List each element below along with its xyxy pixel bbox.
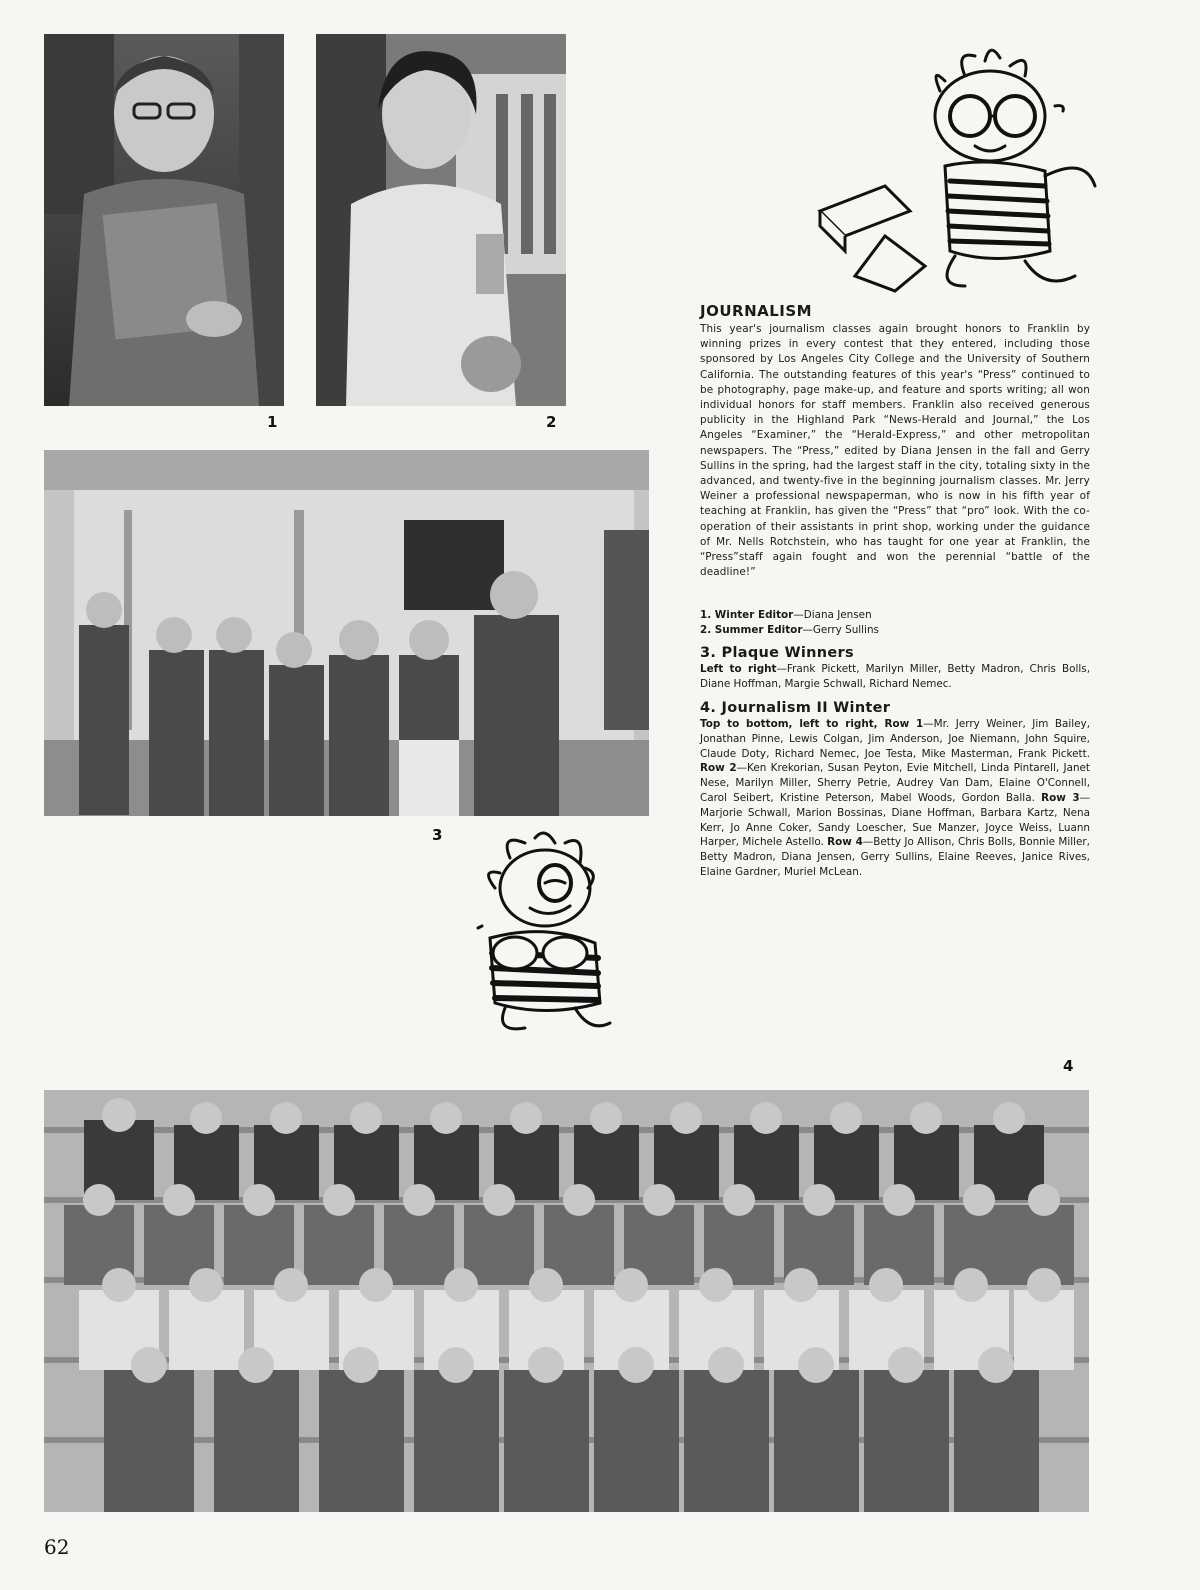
credit-winter-editor: 1. Winter Editor—Diana Jensen xyxy=(700,609,872,622)
photo-summer-editor xyxy=(316,34,566,406)
journalism2-caption: Top to bottom, left to right, Row 1—Mr. Jerry Weiner, Jim Bailey, Jonathan Pinne, Lewis Colgan, Jim Anderson, Joe Niemann, John Squire, Claude Doty, Richard Nemec, Joe Testa, Mike Masterman, Frank Pickett. Row 2—Ken Krekorian, Susan Peyton, Evie Mitchell, Linda Pintarell, Janet Nese, Marilyn Miller, Sherry Petrie, Audrey Van Dam, Elaine O'Connell, Carol Seibert, Kristine Peterson, Mabel Woods, Gordon Balla. Row 3—Marjorie Schwall, Marion Bossinas, Diane Hoffman, Barbara Kartz, Nena Kerr, Jo Anne Coker, Sandy Loescher, Sue Manzer, Joyce Weiss, Luann Harper, Michele Astello. Row 4—Betty Jo Allison, Chris Bolls, Bonnie Miller, Betty Madron, Diana Jensen, Gerry Sullins, Elaine Reeves, Janice Rives, Elaine Gardner, Muriel McLean. xyxy=(700,718,1090,879)
photo-label-1: 1 xyxy=(267,413,278,431)
cartoon-student-glasses-icon xyxy=(815,36,1115,296)
plaque-caption: Left to right—Frank Pickett, Marilyn Miller, Betty Madron, Chris Bolls, Diane Hoffman, Margie Schwall, Richard Nemec. xyxy=(700,663,1091,691)
credit-summer-editor: 2. Summer Editor—Gerry Sullins xyxy=(700,623,879,636)
article-body: This year's journalism classes again brought honors to Franklin by winning prizes in every contest that they entered, including those sponsored by Los Angeles City College and the University of Southern California. The outstanding features of this year's “Press” continued to be photography, page make-up, and feature and sports writing; all won individual honors for staff members. Franklin also received generous publicity in the Highland Park “News-Herald and Journal,” the Los Angeles “Examiner,” the “Herald-Express,” and other metropolitan newspapers. The “Press,” edited by Diana Jensen in the fall and Gerry Sullins in the spring, had the largest staff in the city, totaling sixty in the advanced, and twenty-five in the beginning journalism classes. Mr. Jerry Weiner a professional newspaperman, who is now in his fifth year of teaching at Franklin, has given the “Press” that “pro” look. With the co-operation of their assistants in print shop, working under the guidance of Mr. Nells Rotchstein, who has taught for one year at Franklin, the “Press”staff again fought and won the perennial “battle of the deadline!” xyxy=(700,323,1090,579)
photo-label-4: 4 xyxy=(1063,1057,1074,1075)
photo-label-2: 2 xyxy=(546,413,557,431)
photo-journalism-ii-winter xyxy=(44,1090,1089,1512)
plaque-heading: 3. Plaque Winners xyxy=(700,645,854,662)
photo-winter-editor xyxy=(44,34,284,406)
article-heading: JOURNALISM xyxy=(700,302,813,320)
photo-plaque-winners xyxy=(44,450,649,816)
journalism2-heading: 4. Journalism II Winter xyxy=(700,700,891,717)
cartoon-student-laughing-icon xyxy=(470,828,630,1038)
editor-credits xyxy=(700,608,1090,637)
photo-label-3: 3 xyxy=(432,826,443,844)
article-column xyxy=(700,302,1090,880)
page-number: 62 xyxy=(44,1535,70,1559)
